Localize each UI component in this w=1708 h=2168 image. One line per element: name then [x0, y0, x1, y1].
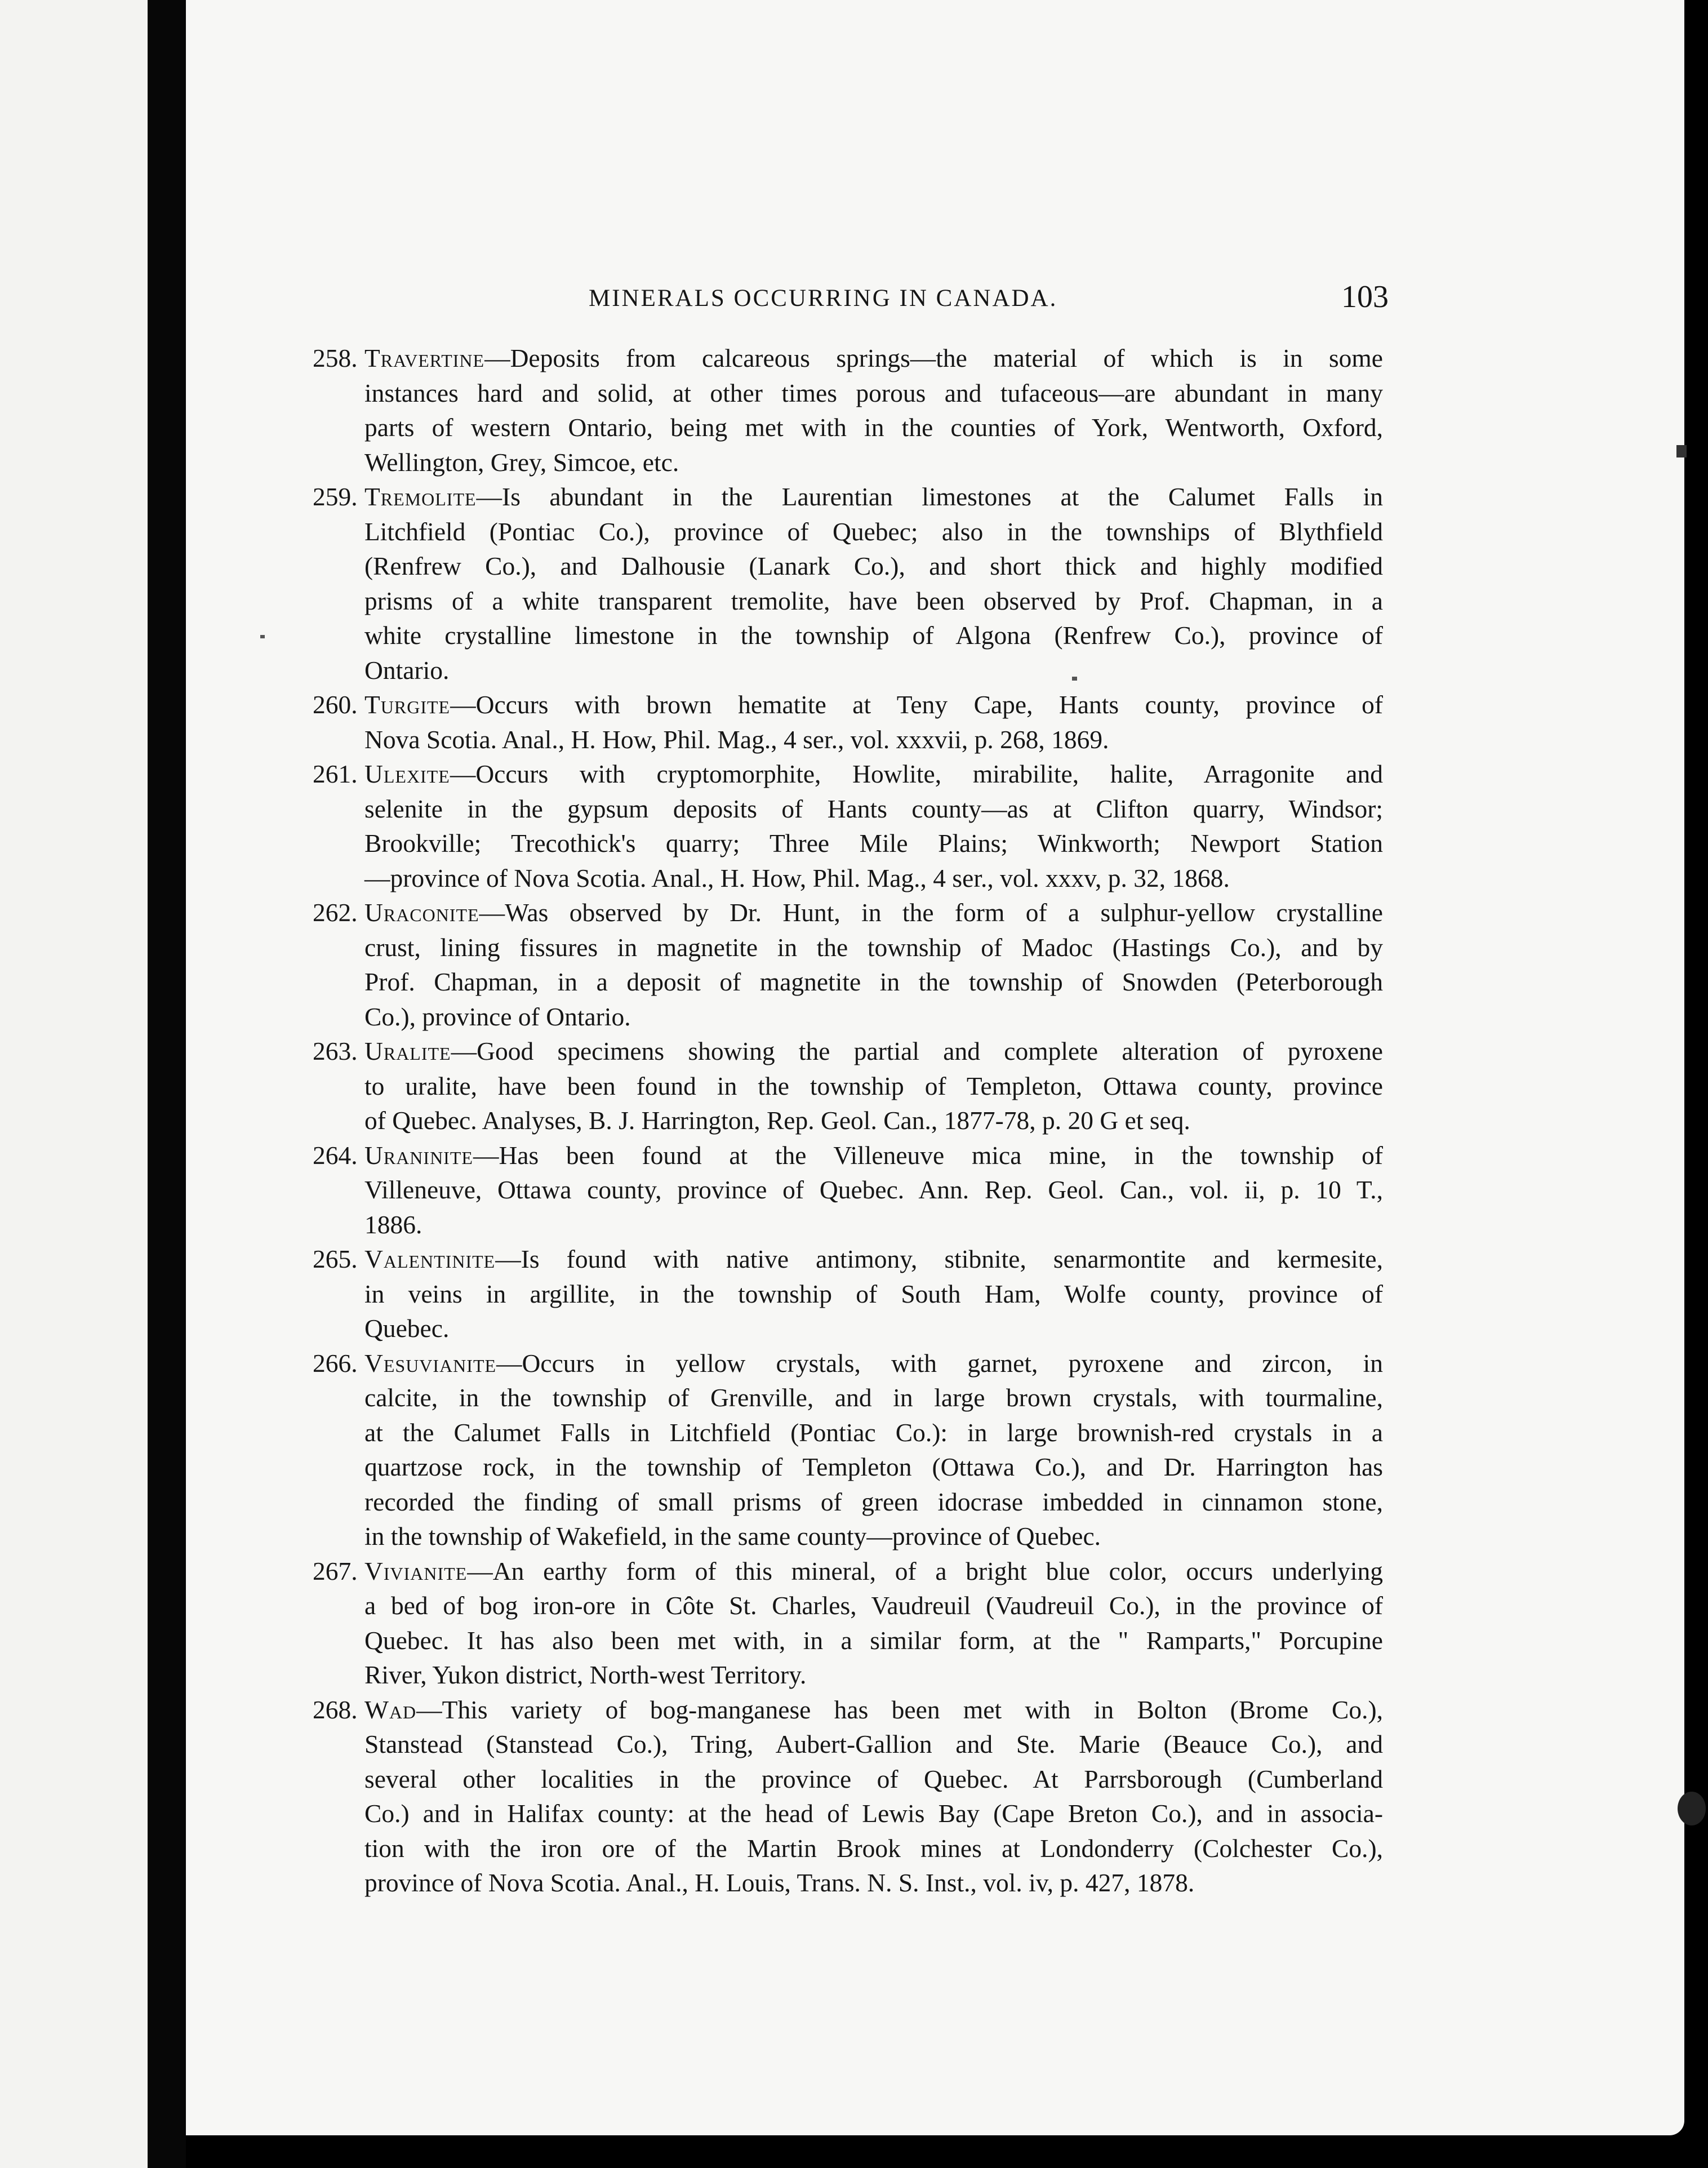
mineral-entries — [313, 341, 1383, 1900]
mineral-name: Uraninite — [364, 1140, 473, 1170]
facing-page-edge — [0, 0, 148, 2168]
entry-text-line: at the Calumet Falls in Litchfield (Pontiac Co.): in large brownish-red crystals in a — [364, 1418, 1383, 1447]
entry-number: 265. — [313, 1245, 358, 1273]
entry-text-line: Prof. Chapman, in a deposit of magnetite in the township of Snowden (Peterborough — [364, 967, 1383, 996]
entry-text-line: Villeneuve, Ottawa county, province of Quebec. Ann. Rep. Geol. Can., vol. ii, p. 10 T., — [364, 1175, 1383, 1204]
entry-text-line: a bed of bog iron-ore in Côte St. Charles, Vaudreuil (Vaudreuil Co.), in the province of — [364, 1591, 1383, 1620]
entry-text-line: Uraconite—Was observed by Dr. Hunt, in the form of a sulphur-yellow crystalline — [364, 898, 1383, 927]
mineral-entry — [313, 1138, 1383, 1242]
mineral-name: Turgite — [364, 690, 451, 719]
entry-text-line: in the township of Wakefield, in the same county—province of Quebec. — [364, 1522, 1101, 1551]
entry-text-line: Wellington, Grey, Simcoe, etc. — [364, 447, 679, 477]
entry-text-line: calcite, in the township of Grenville, and in large brown crystals, with tourmaline, — [364, 1383, 1383, 1412]
entry-text-line: Brookville; Trecothick's quarry; Three Mile Plains; Winkworth; Newport Station — [364, 829, 1383, 858]
scan-speck — [1678, 1792, 1706, 1825]
entry-text-line: —province of Nova Scotia. Anal., H. How, Phil. Mag., 4 ser., vol. xxxv, p. 32, 1868. — [364, 863, 1230, 892]
entry-text-line: recorded the finding of small prisms of green idocrase imbedded in cinnamon stone, — [364, 1487, 1383, 1516]
mineral-entry — [313, 341, 1383, 479]
mineral-entry — [313, 479, 1383, 687]
entry-text-line: instances hard and solid, at other times porous and tufaceous—are abundant in many — [364, 378, 1383, 407]
entry-number: 266. — [313, 1348, 358, 1378]
mineral-entry — [313, 1346, 1383, 1554]
entry-text-line: Ulexite—Occurs with cryptomorphite, Howlite, mirabilite, halite, Arragonite and — [364, 759, 1383, 788]
mineral-name: Uraconite — [364, 898, 479, 927]
mineral-name: Wad — [364, 1695, 417, 1724]
entry-number: 268. — [313, 1695, 358, 1724]
running-head: MINERALS OCCURRING IN CANADA. — [589, 285, 1058, 312]
entry-text-line: tion with the iron ore of the Martin Brook mines at Londonderry (Colchester Co.), — [364, 1833, 1383, 1863]
scan-speck — [1676, 445, 1687, 457]
mineral-name: Vivianite — [364, 1556, 468, 1585]
entry-text-line: of Quebec. Analyses, B. J. Harrington, Rep. Geol. Can., 1877-78, p. 20 G et seq. — [364, 1106, 1190, 1135]
entry-number: 260. — [313, 690, 358, 719]
mineral-name: Tremolite — [364, 482, 477, 511]
entry-text-line: (Renfrew Co.), and Dalhousie (Lanark Co.), and short thick and highly modified — [364, 552, 1383, 580]
book-gutter — [148, 0, 186, 2168]
entry-text-line: Valentinite—Is found with native antimony, stibnite, senarmontite and kermesite, — [364, 1245, 1383, 1273]
mineral-entry — [313, 757, 1383, 895]
entry-text-line: 1886. — [364, 1210, 422, 1239]
entry-text-line: Litchfield (Pontiac Co.), province of Quebec; also in the townships of Blythfield — [364, 517, 1383, 546]
entry-text-line: Quebec. — [364, 1314, 450, 1343]
entry-text-line: Uralite—Good specimens showing the partial and complete alteration of pyroxene — [364, 1037, 1383, 1065]
mineral-entry — [313, 1554, 1383, 1692]
mineral-entry — [313, 1242, 1383, 1346]
entry-text-line: Vivianite—An earthy form of this mineral, of a bright blue color, occurs underlying — [364, 1556, 1383, 1585]
page-header — [589, 279, 1389, 318]
page-number: 103 — [1341, 279, 1389, 314]
scan-speck — [260, 635, 265, 638]
entry-text-line: Stanstead (Stanstead Co.), Tring, Aubert-Gallion and Ste. Marie (Beauce Co.), and — [364, 1730, 1383, 1758]
entry-number: 263. — [313, 1037, 358, 1065]
entry-number: 264. — [313, 1140, 358, 1170]
entry-number: 259. — [313, 482, 358, 511]
entry-text-line: to uralite, have been found in the township of Templeton, Ottawa county, province — [364, 1071, 1383, 1100]
entry-text-line: Quebec. It has also been met with, in a similar form, at the " Ramparts," Porcupine — [364, 1625, 1383, 1655]
entry-text-line: Co.) and in Halifax county: at the head of Lewis Bay (Cape Breton Co.), and in associa- — [364, 1799, 1383, 1828]
entry-text-line: parts of western Ontario, being met with in the counties of York, Wentworth, Oxford, — [364, 413, 1383, 442]
entry-text-line: River, Yukon district, North-west Territory. — [364, 1660, 807, 1689]
mineral-name: Vesuvianite — [364, 1348, 497, 1378]
entry-text-line: prisms of a white transparent tremolite, have been observed by Prof. Chapman, in a — [364, 586, 1383, 615]
entry-text-line: Co.), province of Ontario. — [364, 1002, 631, 1031]
mineral-entry — [313, 1692, 1383, 1900]
mineral-name: Valentinite — [364, 1245, 496, 1273]
mineral-name: Uralite — [364, 1037, 451, 1065]
entry-text-line: crust, lining fissures in magnetite in the township of Madoc (Hastings Co.), and by — [364, 932, 1383, 962]
mineral-entry — [313, 895, 1383, 1034]
mineral-entry — [313, 687, 1383, 757]
entry-number: 261. — [313, 759, 358, 788]
entry-text-line: quartzose rock, in the township of Templeton (Ottawa Co.), and Dr. Harrington has — [364, 1452, 1383, 1481]
mineral-name: Travertine — [364, 344, 485, 372]
entry-text-line: Wad—This variety of bog-manganese has been met with in Bolton (Brome Co.), — [364, 1695, 1383, 1724]
entry-text-line: Turgite—Occurs with brown hematite at Teny Cape, Hants county, province of — [364, 690, 1383, 719]
entry-text-line: white crystalline limestone in the township of Algona (Renfrew Co.), province of — [364, 621, 1383, 650]
entry-text-line: several other localities in the province of Quebec. At Parrsborough (Cumberland — [364, 1764, 1383, 1793]
entry-text-line: Nova Scotia. Anal., H. How, Phil. Mag., 4 ser., vol. xxxvii, p. 268, 1869. — [364, 725, 1109, 754]
entry-text-line: in veins in argillite, in the township of South Ham, Wolfe county, province of — [364, 1279, 1383, 1308]
entry-number: 262. — [313, 898, 358, 927]
entry-number: 267. — [313, 1556, 358, 1585]
entry-text-line: Vesuvianite—Occurs in yellow crystals, with garnet, pyroxene and zircon, in — [364, 1348, 1383, 1378]
entry-text-line: Tremolite—Is abundant in the Laurentian limestones at the Calumet Falls in — [364, 482, 1383, 511]
entry-text-line: Travertine—Deposits from calcareous springs—the material of which is in some — [364, 344, 1383, 372]
entry-text-line: province of Nova Scotia. Anal., H. Louis, Trans. N. S. Inst., vol. iv, p. 427, 1878. — [364, 1868, 1195, 1897]
mineral-entry — [313, 1034, 1383, 1138]
mineral-name: Ulexite — [364, 759, 450, 788]
entry-number: 258. — [313, 344, 358, 372]
entry-text-line: Ontario. — [364, 655, 450, 685]
entry-text-line: selenite in the gypsum deposits of Hants county—as at Clifton quarry, Windsor; — [364, 794, 1383, 823]
entry-text-line: Uraninite—Has been found at the Villeneuve mica mine, in the township of — [364, 1140, 1383, 1170]
